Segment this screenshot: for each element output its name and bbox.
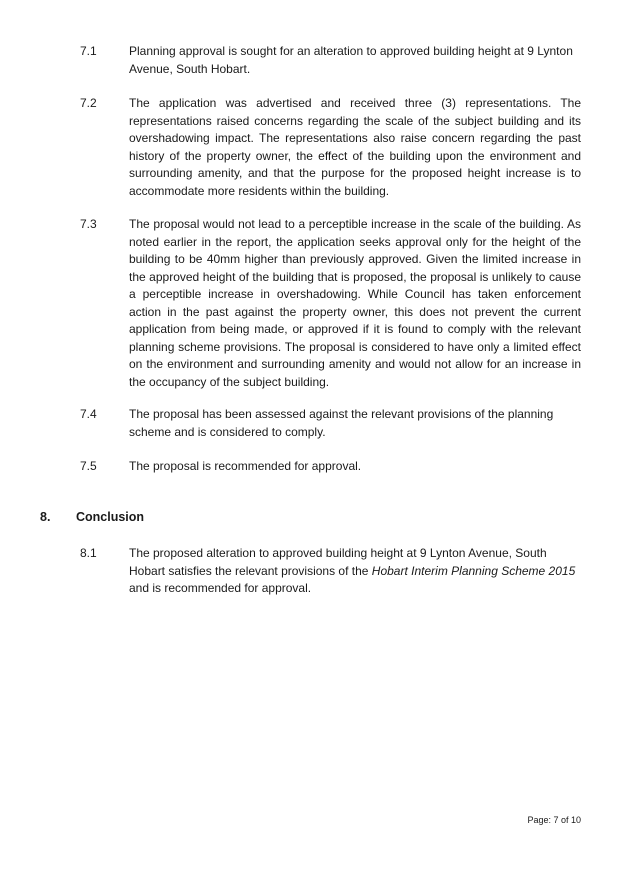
section-number: 8. [40,510,51,524]
text-after: and is recommended for approval. [129,581,312,595]
scheme-name: Hobart Interim Planning Scheme 2015 [371,563,576,578]
paragraph-number: 7.1 [80,44,97,58]
paragraph-text: The proposal is recommended for approval. [129,459,362,473]
paragraph-text: The application was advertised and received three (3) representations. The representations raised concerns regarding the scale of the subject building and its overshadowing impact. The representations also raise concern regarding the past history of the property owner, the effect of the building upon the environment and surrounding amenity, and that the purpose for the proposed height increase is to accommodate more residents within the building. [129,96,581,198]
paragraph-text: The proposal would not lead to a perceptible increase in the scale of the building. As noted earlier in the report, the application seeks approval only for the height of the building to be 40mm higher than previously approved. Given the limited increase in the approved height of the building that is proposed, the proposal is unlikely to cause a perceptible increase in overshadowing. While Council has taken enforcement action in the past against the property owner, this does not prevent the current application from being made, or approved if it is found to comply with the relevant planning scheme provisions. The proposal is considered to have only a limited effect on the environment and surrounding amenity and would not allow for an increase in the occupancy of the subject building. [129,217,581,389]
paragraph-number: 7.3 [80,217,97,231]
paragraph-text [129,545,581,598]
section-title: Conclusion [76,510,145,524]
paragraph-text: The proposal has been assessed against the relevant provisions of the planning scheme and is considered to comply. [129,407,554,439]
paragraph-number: 8.1 [80,546,97,560]
page-number: Page: 7 of 10 [527,815,581,825]
paragraph-number: 7.5 [80,459,97,473]
paragraph-number: 7.2 [80,96,97,110]
paragraph-text: Planning approval is sought for an alteration to approved building height at 9 Lynton Avenue, South Hobart. [129,44,573,76]
paragraph-number: 7.4 [80,407,97,421]
text-before: The proposed alteration to approved building height at 9 Lynton Avenue, South Hobart satisfies the relevant provisions of the [129,546,547,578]
